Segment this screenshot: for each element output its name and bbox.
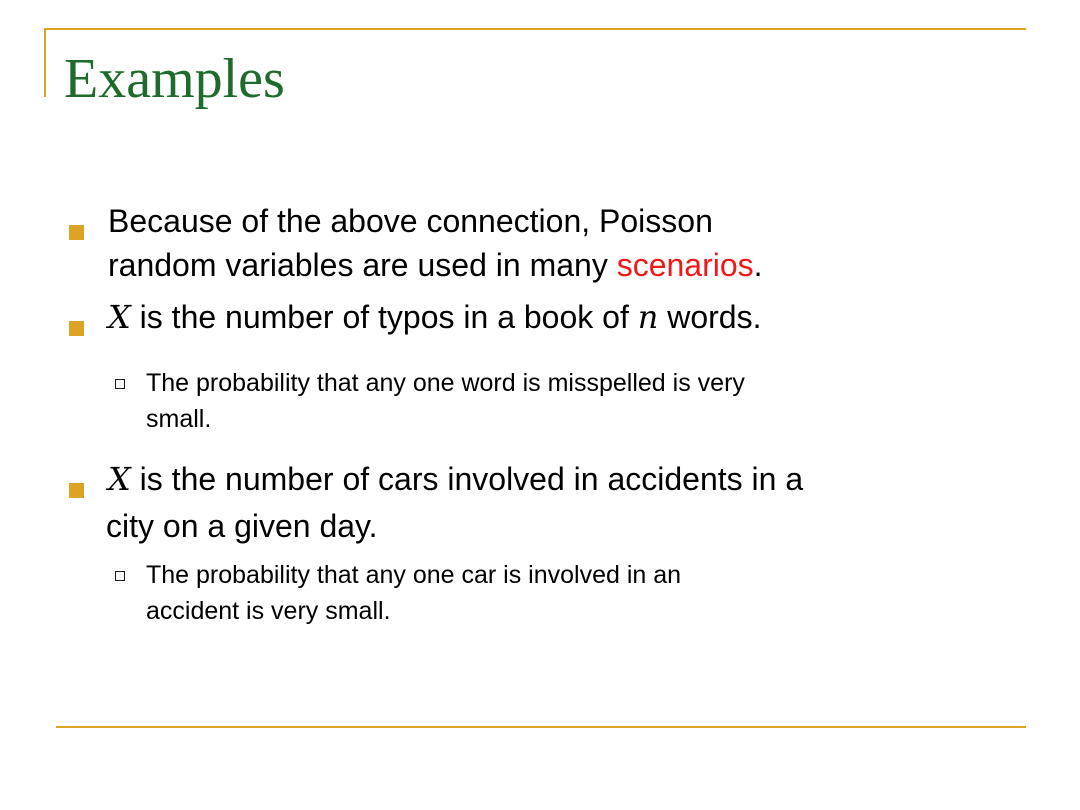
variable-x: X — [108, 298, 131, 336]
bullet-2-text-b: words. — [658, 299, 762, 335]
bullet-3-line-2: city on a given day. — [106, 508, 378, 544]
bullet-1-line-1: Because of the above connection, Poisson — [108, 203, 713, 239]
sub-bullet-square-icon — [115, 571, 125, 581]
sub-bullet-square-icon — [115, 379, 125, 389]
bullet-square-icon — [69, 321, 84, 336]
sub-bullet-2-line-2: accident is very small. — [146, 597, 391, 625]
bullet-2-line — [108, 297, 1032, 337]
bullet-1-text-after: . — [753, 247, 763, 283]
bullet-2-text-a: is the number of typos in a book of — [130, 299, 638, 335]
bullet-1-line-2 — [108, 245, 1032, 285]
bullet-1-text-before: random variables are used in many — [108, 247, 617, 283]
sub-bullet-2-line-1: The probability that any one car is involved in an — [146, 561, 682, 589]
variable-n: n — [637, 298, 659, 336]
slide-title: Examples — [64, 48, 285, 110]
bullet-square-icon — [69, 225, 84, 240]
bullet-square-icon — [69, 483, 84, 498]
sub-bullet-1-line-2: small. — [146, 405, 212, 433]
bottom-frame-rule — [56, 726, 1026, 728]
bullet-3-text: is the number of cars involved in accidents in a — [130, 461, 804, 497]
variable-x: X — [108, 460, 131, 498]
bullet-3-line-1 — [108, 459, 1032, 499]
scenarios-highlight: scenarios — [616, 247, 754, 283]
sub-bullet-1-line-1: The probability that any one word is misspelled is very — [146, 369, 745, 397]
